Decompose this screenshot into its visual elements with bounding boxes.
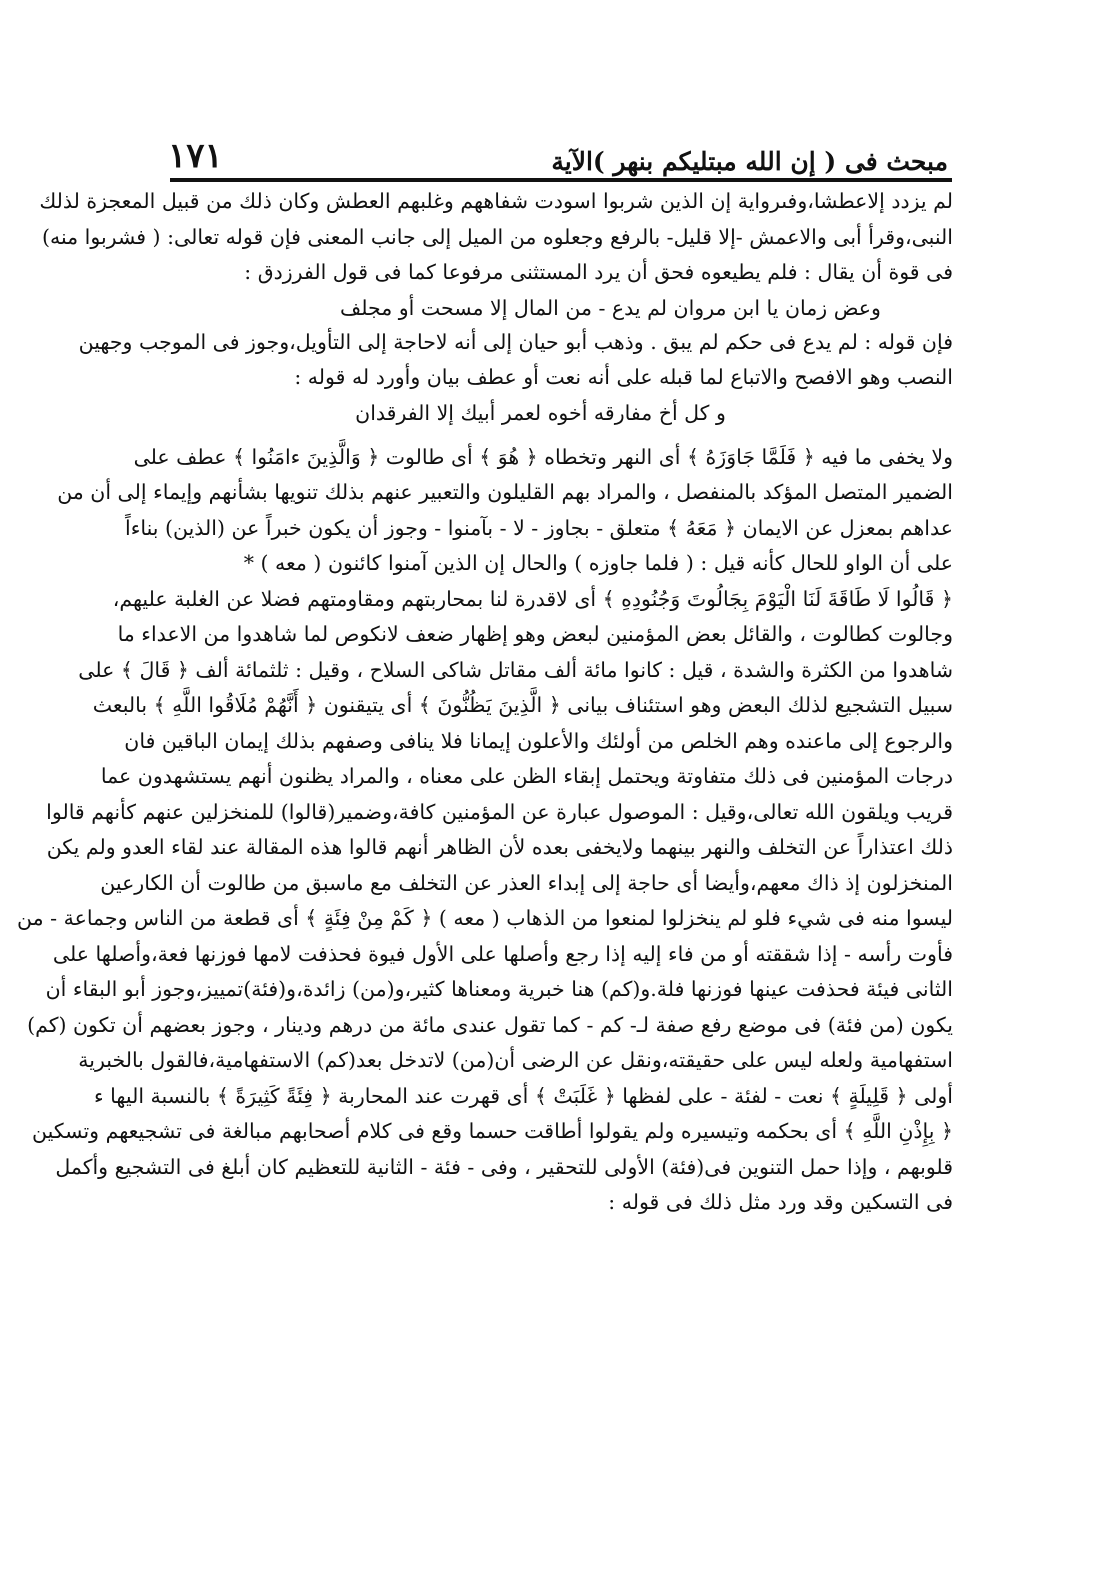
text-line-11: وجالوت كطالوت ، والقائل بعض المؤمنين لبعض وهو إظهار ضعف لانكوص لما شاهدوا من الاعداء ما xyxy=(117,622,953,646)
text-line-17: ذلك اعتذاراً عن التخلف والنهر بينهما ولايخفى بعده لأن الظاهر أنهم قالوا هذه المقالة عند لقاء العدو ولم يكن xyxy=(46,835,953,859)
text-line-25: ﴿ بِإِذْنِ اللَّهِ ﴾ أى بحكمه وتيسيره ولم يقولوا أطاقت حسما وقع فى كلام أصحابهم مبالغة فى تشجيعهم وتسكين xyxy=(32,1119,953,1143)
text-line-26: قلوبهم ، وإذا حمل التنوين فى(فئة) الأولى للتحقير ، وفى - فئة - الثانية للتعظيم كان أبلغ فى التشجيع وأكمل xyxy=(55,1154,953,1179)
text-line-6: ولا يخفى ما فيه ﴿ فَلَمَّا جَاوَزَهُ ﴾ أى النهر وتخطاه ﴿ هُوَ ﴾ أى طالوت ﴿ وَالَّذِينَ ءامَنُوا ﴾ عطف على xyxy=(133,444,953,469)
text-line-15: درجات المؤمنين فى ذلك متفاوتة ويحتمل إبقاء الظن على معناه ، والمراد يظنون أنهم يستشهدون عما xyxy=(100,764,953,788)
header-title: مبحث فى ( إن الله مبتليكم بنهر )الآية xyxy=(551,147,948,176)
text-line-8: عداهم بمعزل عن الايمان ﴿ مَعَهُ ﴾ متعلق - بجاوز - لا - بآمنوا - وجوز أن يكون خبراً عن (الذين) بناءاً xyxy=(125,515,953,540)
text-line-10: ﴿ قَالُوا لَا طَاقَةَ لَنَا الْيَوْمَ بِجَالُوتَ وَجُنُودِهِ ﴾ أى لاقدرة لنا بمحاربتهم ومقاومتهم فضلا عن الغلبة عليهم، xyxy=(112,586,953,611)
text-line-5: النصب وهو الافصح والاتباع لما قبله على أنه نعت أو عطف بيان وأورد له قوله : xyxy=(294,365,953,389)
text-line-20: فأوت رأسه - إذا شققته أو من فاء إليه إذا رجع وأصلها على الأول فيوة فحذفت لامها فوزنها فعة،وأصلها على xyxy=(52,941,953,966)
text-line-14: والرجوع إلى ماعنده وهم الخلص من أولئك والأعلون إيمانا فلا ينافى وصفهم بذلك إيمان الباقين فان xyxy=(124,728,953,753)
text-line-23: استفهامية ولعله ليس على حقيقته،ونقل عن الرضى أن(من) لاتدخل بعد(كم) الاستفهامية،فالقول بالخبرية xyxy=(78,1048,953,1072)
page-header xyxy=(168,128,948,176)
verse-farqadan: و كل أخ مفارقه أخوه لعمر أبيك إلا الفرقدان xyxy=(355,400,726,425)
verse-gap xyxy=(168,430,953,440)
text-line-18: المنخزلون إذ ذاك معهم،وأيضا أى حاجة إلى إبداء العذر عن التخلف مع ماسبق من طالوت أن الكارعين xyxy=(100,870,953,895)
text-line-19: ليسوا منه فى شيء فلو لم ينخزلوا لمنعوا من الذهاب ( معه ) ﴿ كَمْ مِنْ فِئَةٍ ﴾ أى قطعة من الناس وجماعة - من xyxy=(17,906,953,930)
body-text xyxy=(17,184,953,1221)
header-rule xyxy=(170,178,952,182)
text-line-13: سبيل التشجيع لذلك البعض وهو استئناف بيانى ﴿ الَّذِينَ يَظُنُّونَ ﴾ أى يتيقنون ﴿ أَنَّهُمْ مُلَاقُوا اللَّهِ ﴾ بالبعث xyxy=(92,693,953,717)
verse-farazdaq: وعض زمان يا ابن مروان لم يدع - من المال إلا مسحت أو مجلف xyxy=(340,295,881,320)
text-line-24: أولى ﴿ قَلِيلَةٍ ﴾ نعت - لفئة - على لفظها ﴿ غَلَبَتْ ﴾ أى قهرت عند المحاربة ﴿ فِئَةً كَثِيرَةً ﴾ بالنسبة اليها ء xyxy=(94,1083,953,1108)
page-number: ١٧١ xyxy=(168,136,223,176)
text-line-16: قريب ويلقون الله تعالى،وقيل : الموصول عبارة عن المؤمنين كافة،وضمير(قالوا) للمنخزلين عنهم كأنهم قالوا xyxy=(46,799,953,824)
text-line-22: يكون (من فئة) فى موضع رفع صفة لـ- كم - كما تقول عندى مائة من درهم ودينار ، وجوز بعضهم أن تكون (كم) xyxy=(27,1012,953,1037)
text-line-27: فى التسكين وقد ورد مثل ذلك فى قوله : xyxy=(608,1190,953,1214)
text-line-21: الثانى فيئة فحذفت عينها فوزنها فلة.و(كم) هنا خبرية ومعناها كثير،و(من) زائدة،و(فئة)تمييز،وجوز أبو البقاء أن xyxy=(45,977,953,1001)
text-line-1: لم يزدد إلاعطشا،وفىرواية إن الذين شربوا اسودت شفاههم وغلبهم العطش وكان ذلك من قبيل المعجزة لذلك xyxy=(39,189,953,213)
text-line-7: الضمير المتصل المؤكد بالمنفصل ، والمراد بهم القليلون والتعبير عنهم بذلك تنويها بشأنهم وإيماء إلى أن من xyxy=(57,480,953,504)
text-line-9: على أن الواو للحال كأنه قيل : ( فلما جاوزه ) والحال إن الذين آمنوا كائنون ( معه ) * xyxy=(243,551,953,575)
text-line-12: شاهدوا من الكثرة والشدة ، قيل : كانوا مائة ألف مقاتل شاكى السلاح ، وقيل : ثلثمائة ألف ﴿ قَالَ ﴾ على xyxy=(78,657,953,682)
text-line-3: فى قوة أن يقال : فلم يطيعوه فحق أن يرد المستثنى مرفوعا كما فى قول الفرزدق : xyxy=(244,260,953,284)
text-line-2: النبى،وقرأ أبى والاعمش -إلا قليل- بالرفع وجعلوه من الميل إلى جانب المعنى فإن قوله تعالى: ( فشربوا منه) xyxy=(41,224,953,249)
text-line-4: فإن قوله : لم يدع فى حكم لم يبق . وذهب أبو حيان إلى أنه لاحاجة إلى التأويل،وجوز فى الموجب وجهين xyxy=(78,329,953,354)
